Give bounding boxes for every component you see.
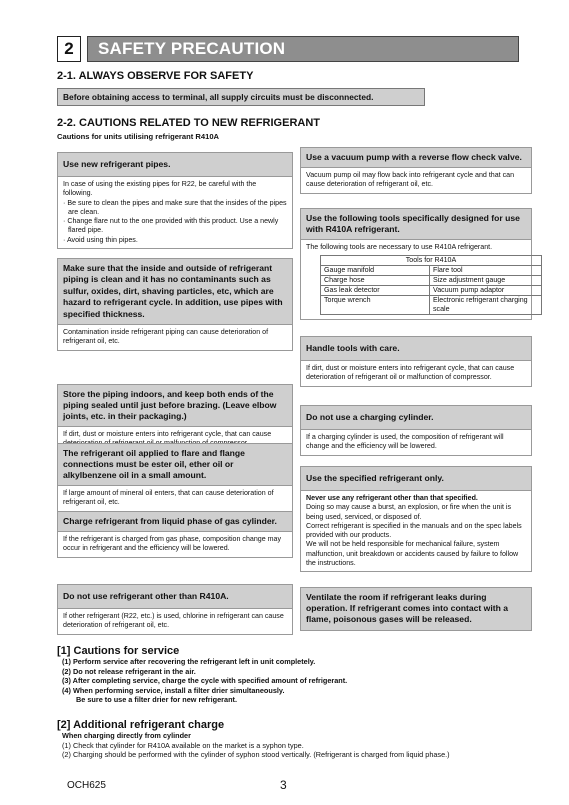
caution-body: If the refrigerant is charged from gas phase, composition change may occur in refrigerant and the efficiency will be lowered. [63,535,282,553]
caution-body: If a charging cylinder is used, the composition of refrigerant will change and the efficiency will be lowered. [306,433,504,451]
tools-table [320,255,542,315]
caution-body: Vacuum pump oil may flow back into refrigerant cycle and that can cause deterioration of refrigerant oil, etc. [306,171,515,189]
table-cell: Charge hose [321,276,430,286]
list-item: · Be sure to clean the pipes and make sure that the insides of the pipes are clean. [63,198,287,216]
caution-header: Make sure that the inside and outside of refrigerant piping is clean and it has no contaminants such as sulfur, oxides, dirt, shaving particles, etc, which are hazard to refrigerant cycle. In addition, use pipes with specified thickness. [58,259,292,325]
caution-line: We will not be held responsible for mechanical failure, system malfunction, unit breakdown or accidents caused by failure to follow the instructions. [306,540,519,568]
table-row [321,296,542,315]
caution-lead: Never use any refrigerant other than that specified. [306,494,478,502]
caution-body: If other refrigerant (R22, etc.) is used, chlorine in refrigerant can cause deterioration of refrigerant oil, etc. [63,612,284,630]
caution-line: Correct refrigerant is specified in the manuals and on the spec labels provided with our products. [306,521,522,540]
caution-body: If dirt, dust or moisture enters into refrigerant cycle, that can cause deterioration of refrigerant oil or malfunction of compressor. [306,364,515,382]
caution-header: The refrigerant oil applied to flare and flange connections must be ester oil, ether oil or alkylbenzene oil in a small amount. [58,444,292,486]
tools-table-caption: Tools for R410A [321,256,542,266]
page-number: 3 [280,778,287,792]
caution-intro: The following tools are necessary to use R410A refrigerant. [306,243,493,251]
charge-title: [2] Additional refrigerant charge [57,719,225,731]
table-cell: Gas leak detector [321,286,430,296]
table-cell: Gauge manifold [321,266,430,276]
table-cell: Vacuum pump adaptor [430,286,542,296]
chapter-number: 2 [57,36,81,62]
chapter-title: SAFETY PRECAUTION [87,36,519,62]
caution-body [301,491,531,571]
caution-header: Use the following tools specifically designed for use with R410A refrigerant. [301,209,531,240]
caution-body [301,240,531,319]
caution-header: Use new refrigerant pipes. [58,153,292,177]
service-item: (3) After completing service, charge the cycle with specified amount of refrigerant. [62,676,348,686]
caution-header: Use the specified refrigerant only. [301,467,531,491]
caution-header: Do not use a charging cylinder. [301,406,531,430]
section-subheading: Cautions for units utilising refrigerant R410A [57,132,220,141]
caution-box-specified-refrigerant [300,466,532,572]
table-cell: Size adjustment gauge [430,276,542,286]
service-section [57,645,347,705]
document-code: OCH625 [67,780,106,791]
caution-line: Doing so may cause a burst, an explosion, or fire when the unit is being used, serviced, or disposed of. [306,503,512,521]
caution-box-tools [300,208,532,320]
table-cell: Electronic refrigerant charging scale [430,296,542,315]
list-item: · Change flare nut to the one provided with this product. Use a newly flared pipe. [63,217,279,235]
caution-header: Ventilate the room if refrigerant leaks during operation. If refrigerant comes into contact with a flame, poisonous gases will be released. [301,588,531,630]
table-row [321,276,542,286]
caution-box-ventilate [300,587,532,631]
caution-body: Contamination inside refrigerant piping can cause deterioration of refrigerant oil, etc. [63,328,269,346]
caution-box-vacuum-pump [300,147,532,194]
caution-body: If dirt, dust or moisture enters into refrigerant cycle, that can cause [63,430,272,438]
warning-bar: Before obtaining access to terminal, all supply circuits must be disconnected. [57,88,425,106]
service-item: (4) When performing service, install a filter drier simultaneously. [62,685,285,695]
service-title: [1] Cautions for service [57,645,180,657]
service-item: (2) Do not release refrigerant in the air. [62,666,196,676]
charge-section [57,719,450,760]
caution-box-charging-cylinder [300,405,532,456]
caution-header: Charge refrigerant from liquid phase of gas cylinder. [58,512,292,532]
caution-header: Use a vacuum pump with a reverse flow check valve. [301,148,531,168]
table-cell: Flare tool [430,266,542,276]
table-cell: Torque wrench [321,296,430,315]
caution-header: Handle tools with care. [301,337,531,361]
charge-item: (1) Check that cylinder for R410A available on the market is a syphon type. [62,740,304,750]
caution-body [58,177,292,248]
charge-item: (2) Charging should be performed with the cylinder of syphon stood vertically. (Refrigerant is charged from liquid phase.) [62,750,450,760]
chapter-header [57,36,519,62]
caution-box-new-pipes [57,152,293,249]
caution-box-liquid-phase [57,511,293,558]
service-item: (1) Perform service after recovering the refrigerant left in unit completely. [62,657,316,666]
section-heading-2-1: 2-1. ALWAYS OBSERVE FOR SAFETY [57,70,254,82]
caution-box-handle-tools [300,336,532,387]
caution-header: Store the piping indoors, and keep both ends of the piping sealed until just before brazing. (Leave elbow joints, etc. in their packaging.) [58,385,292,427]
caution-header: Do not use refrigerant other than R410A. [58,585,292,609]
table-row [321,286,542,296]
list-item: · Avoid using thin pipes. [63,235,138,244]
table-row [321,266,542,276]
section-heading-2-2: 2-2. CAUTIONS RELATED TO NEW REFRIGERANT [57,117,320,129]
caution-box-clean-piping [57,258,293,351]
caution-intro: In case of using the existing pipes for R22, be careful with the following. [63,180,257,198]
caution-box-r410a-only [57,584,293,635]
caution-box-refrigerant-oil [57,443,293,512]
charge-subtitle: When charging directly from cylinder [62,731,191,740]
caution-body: If large amount of mineral oil enters, that can cause deterioration of refrigerant oil, etc. [63,489,274,507]
service-item: Be sure to use a filter drier for new refrigerant. [76,695,237,705]
